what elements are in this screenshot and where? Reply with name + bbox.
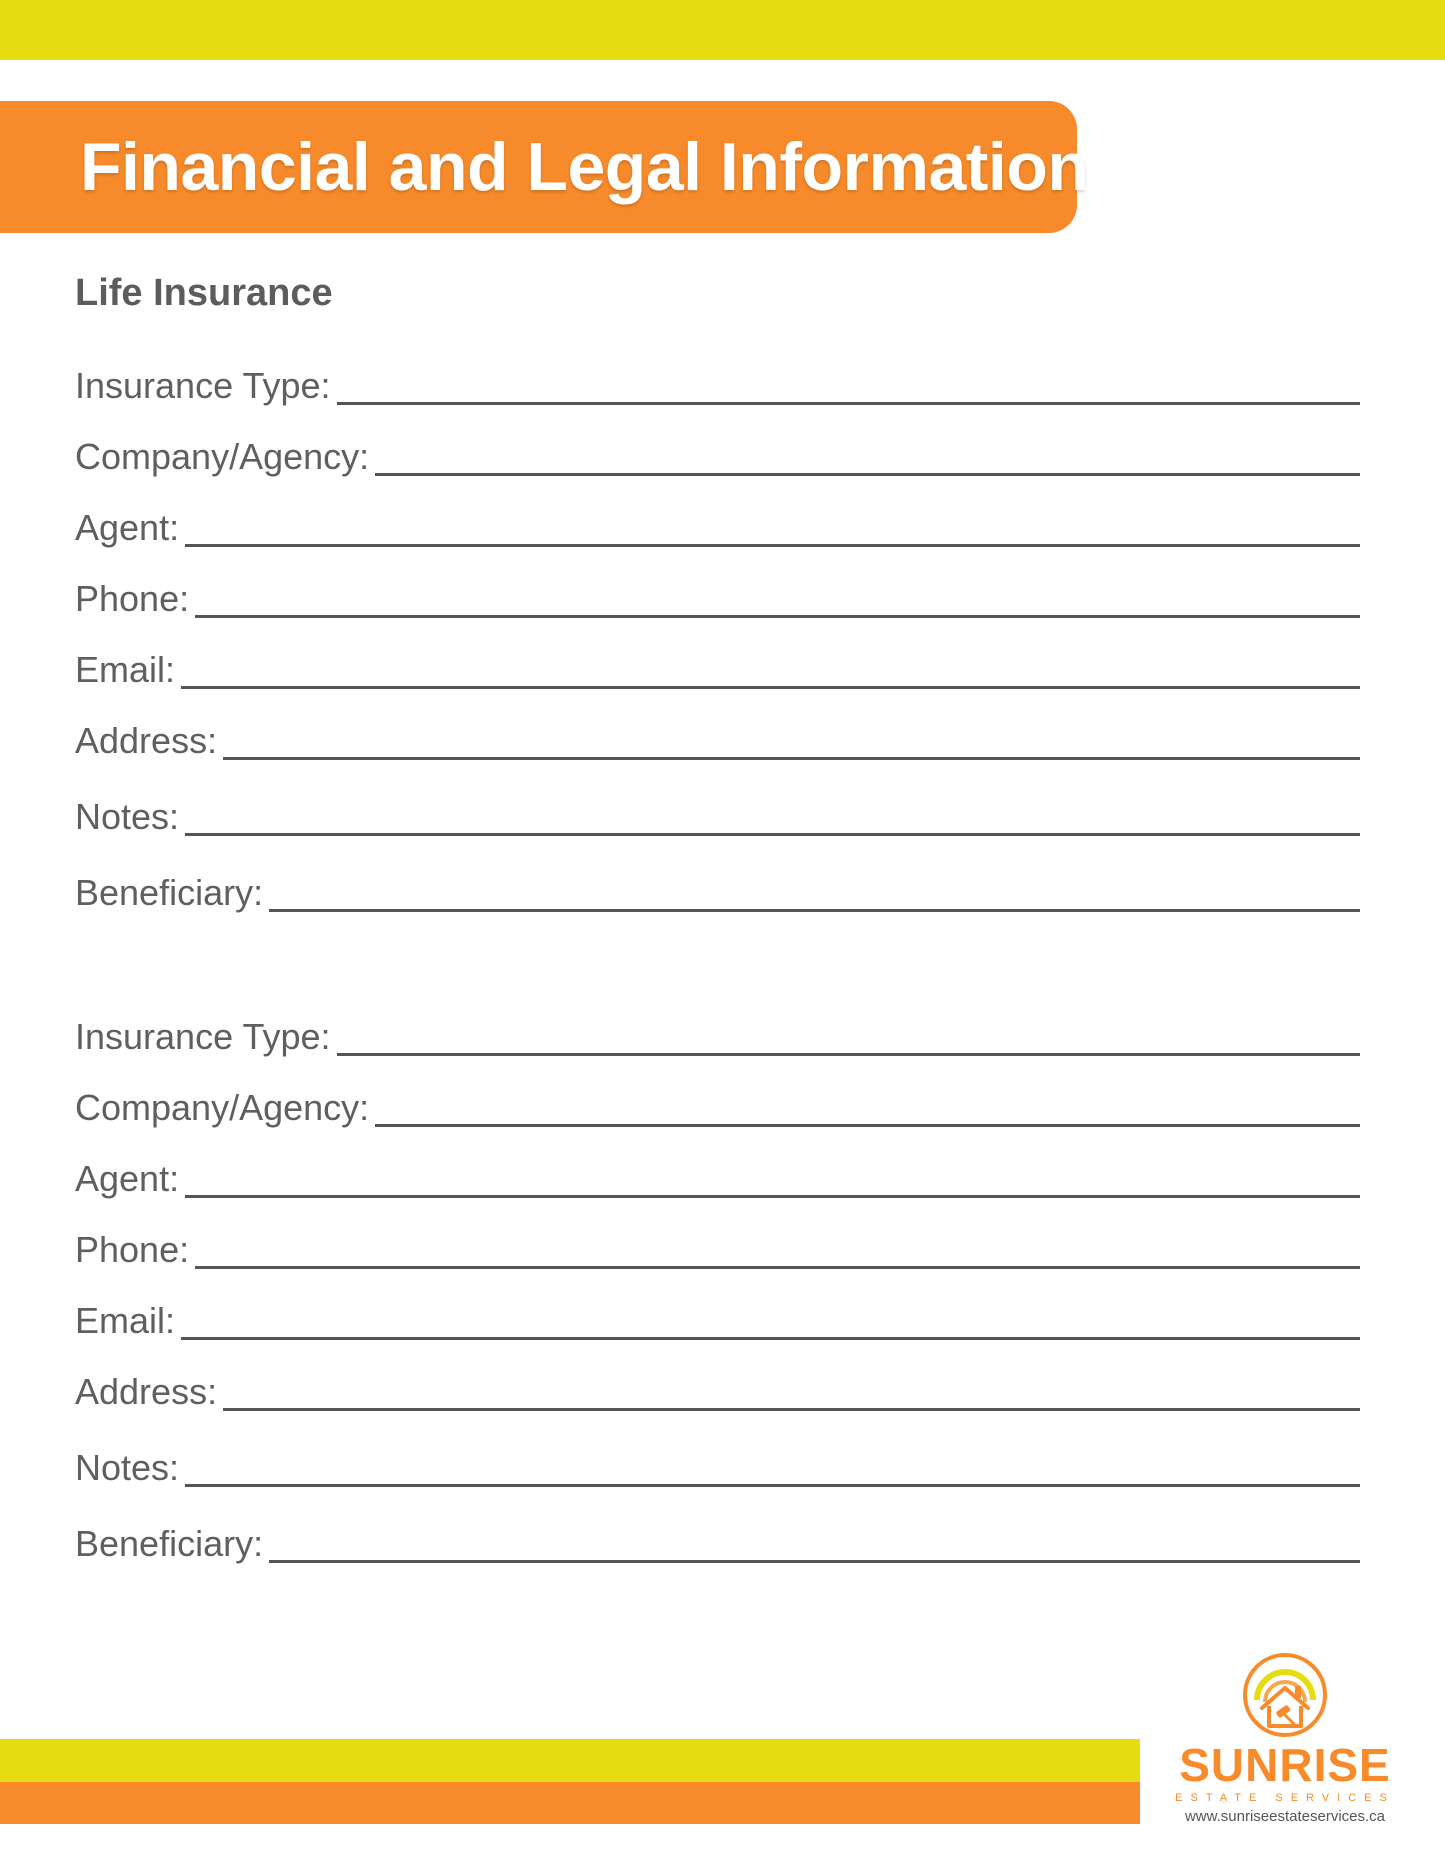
field-label: Address:: [75, 1371, 218, 1412]
fill-line[interactable]: [181, 686, 1360, 689]
fill-line[interactable]: [375, 473, 1360, 476]
fill-line[interactable]: [185, 1484, 1360, 1487]
bottom-yellow-bar: [0, 1739, 1140, 1782]
fill-line[interactable]: [269, 1560, 1360, 1563]
field-label: Phone:: [75, 1229, 190, 1270]
agent-field-1[interactable]: [75, 500, 1360, 550]
fill-line[interactable]: [185, 1195, 1360, 1198]
company-logo: [1170, 1650, 1400, 1830]
fill-line[interactable]: [181, 1337, 1360, 1340]
title-banner: [0, 101, 1089, 233]
fill-line[interactable]: [195, 615, 1360, 618]
fill-line[interactable]: [185, 833, 1360, 836]
field-label: Company/Agency:: [75, 436, 370, 477]
company-agency-field-1[interactable]: [75, 429, 1360, 479]
field-label: Agent:: [75, 507, 180, 548]
logo-tagline: ESTATE SERVICES: [1175, 1792, 1395, 1804]
address-field-1[interactable]: [75, 713, 1360, 763]
field-label: Insurance Type:: [75, 1016, 331, 1057]
top-color-bar: [0, 0, 1445, 60]
insurance-type-field-1[interactable]: [75, 358, 1360, 408]
notes-field-2[interactable]: [75, 1440, 1360, 1490]
field-label: Email:: [75, 1300, 176, 1341]
field-label: Notes:: [75, 1447, 180, 1488]
bottom-orange-bar: [0, 1782, 1140, 1824]
fill-line[interactable]: [375, 1124, 1360, 1127]
phone-field-1[interactable]: [75, 571, 1360, 621]
field-label: Email:: [75, 649, 176, 690]
phone-field-2[interactable]: [75, 1222, 1360, 1272]
fill-line[interactable]: [185, 544, 1360, 547]
beneficiary-field-2[interactable]: [75, 1516, 1360, 1566]
insurance-type-field-2[interactable]: [75, 1009, 1360, 1059]
fill-line[interactable]: [337, 1053, 1361, 1056]
beneficiary-field-1[interactable]: [75, 865, 1360, 915]
field-label: Phone:: [75, 578, 190, 619]
agent-field-2[interactable]: [75, 1151, 1360, 1201]
section-heading: Life Insurance: [75, 272, 333, 314]
notes-field-1[interactable]: [75, 789, 1360, 839]
company-agency-field-2[interactable]: [75, 1080, 1360, 1130]
field-label: Beneficiary:: [75, 1523, 264, 1564]
email-field-2[interactable]: [75, 1293, 1360, 1343]
fill-line[interactable]: [223, 1408, 1360, 1411]
sun-house-gavel-icon: [1240, 1650, 1330, 1740]
field-label: Company/Agency:: [75, 1087, 370, 1128]
field-label: Beneficiary:: [75, 872, 264, 913]
page-title: Financial and Legal Information: [80, 129, 1089, 205]
fill-line[interactable]: [337, 402, 1361, 405]
fill-line[interactable]: [269, 909, 1360, 912]
field-label: Agent:: [75, 1158, 180, 1199]
logo-name: SUNRISE: [1179, 1739, 1391, 1791]
fill-line[interactable]: [223, 757, 1360, 760]
field-label: Notes:: [75, 796, 180, 837]
address-field-2[interactable]: [75, 1364, 1360, 1414]
email-field-1[interactable]: [75, 642, 1360, 692]
fill-line[interactable]: [195, 1266, 1360, 1269]
website-link[interactable]: www.sunriseestateservices.ca: [1184, 1808, 1386, 1825]
field-label: Insurance Type:: [75, 365, 331, 406]
field-label: Address:: [75, 720, 218, 761]
